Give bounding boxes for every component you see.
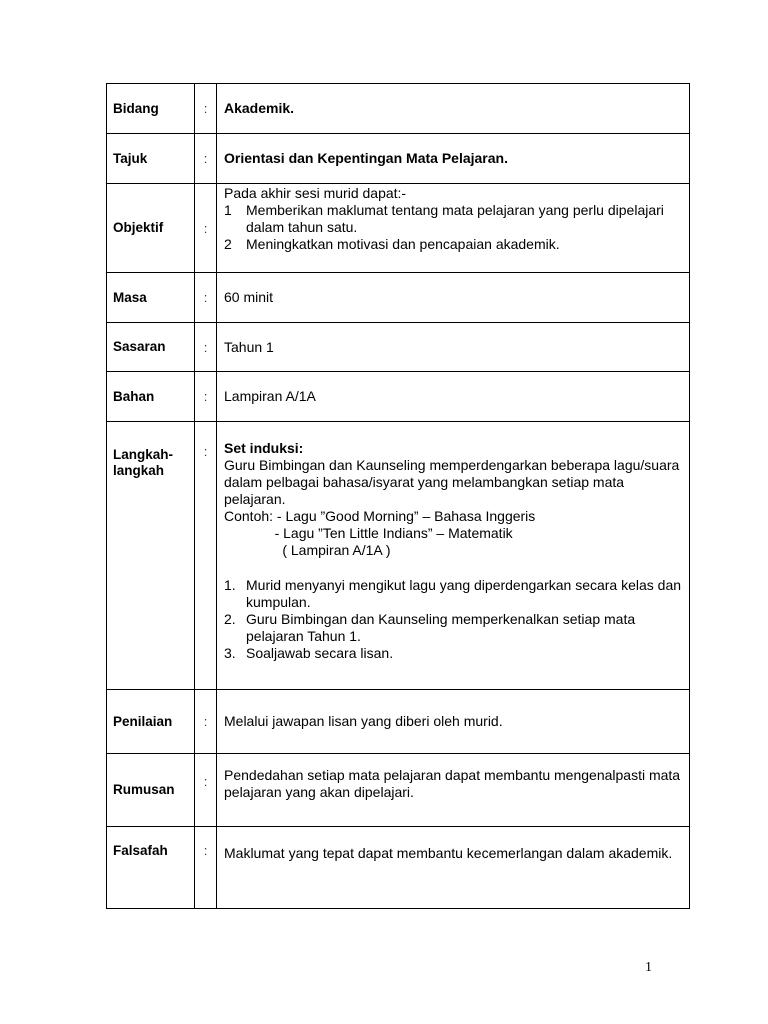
label-langkah	[107, 422, 195, 690]
list-text: Meningkatkan motivasi dan pencapaian akademik.	[246, 236, 560, 252]
list-text: Murid menyanyi mengikut lagu yang diperdengarkan secara kelas dan kumpulan.	[246, 577, 682, 610]
list-item	[224, 611, 683, 645]
objektif-intro: Pada akhir sesi murid dapat:-	[224, 185, 407, 201]
value-bahan: Lampiran A/1A	[217, 372, 690, 422]
label-rumusan: Rumusan	[107, 754, 195, 827]
colon: :	[195, 134, 217, 184]
colon: :	[195, 184, 217, 273]
row-penilaian	[107, 690, 690, 754]
list-text: Guru Bimbingan dan Kaunseling memperkenalkan setiap mata pelajaran Tahun 1.	[246, 611, 636, 644]
label-line: Langkah-	[113, 447, 174, 462]
row-sasaran	[107, 323, 690, 372]
label-falsafah: Falsafah	[107, 827, 195, 909]
colon: :	[195, 273, 217, 323]
row-masa	[107, 273, 690, 323]
label-penilaian: Penilaian	[107, 690, 195, 754]
value-langkah	[217, 422, 690, 690]
list-item	[224, 577, 683, 611]
list-item	[224, 236, 683, 253]
value-falsafah: Maklumat yang tepat dapat membantu kecemerlangan dalam akademik.	[217, 827, 690, 909]
label-bahan: Bahan	[107, 372, 195, 422]
colon: :	[195, 827, 217, 909]
value-bidang: Akademik.	[217, 84, 690, 134]
list-text: Soaljawab secara lisan.	[246, 645, 394, 661]
label-sasaran: Sasaran	[107, 323, 195, 372]
value-objektif	[217, 184, 690, 273]
contoh-line: Contoh: - Lagu ”Good Morning” – Bahasa Inggeris	[224, 508, 536, 524]
value-penilaian: Melalui jawapan lisan yang diberi oleh murid.	[217, 690, 690, 754]
row-objektif	[107, 184, 690, 273]
colon: :	[195, 323, 217, 372]
list-item	[224, 645, 683, 662]
row-rumusan	[107, 754, 690, 827]
list-number: 1.	[224, 577, 236, 593]
label-bidang: Bidang	[107, 84, 195, 134]
row-bidang	[107, 84, 690, 134]
label-line: langkah	[113, 463, 165, 478]
row-tajuk	[107, 134, 690, 184]
set-induksi-heading: Set induksi:	[224, 440, 304, 456]
list-item	[224, 202, 683, 236]
row-falsafah	[107, 827, 690, 909]
lesson-plan-table	[106, 83, 690, 909]
list-number: 2	[224, 236, 232, 252]
row-langkah	[107, 422, 690, 690]
value-masa: 60 minit	[217, 273, 690, 323]
list-number: 3.	[224, 645, 236, 661]
row-bahan	[107, 372, 690, 422]
colon: :	[195, 372, 217, 422]
set-induksi-paragraph: Guru Bimbingan dan Kaunseling memperdengarkan beberapa lagu/suara dalam pelbagai bahasa/isyarat yang melambangkan setiap mata pelajaran.	[224, 457, 680, 507]
label-masa: Masa	[107, 273, 195, 323]
colon: :	[195, 84, 217, 134]
value-sasaran: Tahun 1	[217, 323, 690, 372]
value-rumusan: Pendedahan setiap mata pelajaran dapat membantu mengenalpasti mata pelajaran yang akan dipelajari.	[217, 754, 690, 827]
contoh-line: - Lagu ”Ten Little Indians” – Matematik	[224, 525, 513, 541]
list-number: 2.	[224, 611, 236, 627]
colon: :	[195, 690, 217, 754]
page-number: 1	[645, 960, 652, 975]
list-number: 1	[224, 202, 232, 218]
label-tajuk: Tajuk	[107, 134, 195, 184]
label-objektif: Objektif	[107, 184, 195, 273]
contoh-line: ( Lampiran A/1A )	[224, 542, 391, 558]
colon: :	[195, 422, 217, 690]
colon: :	[195, 754, 217, 827]
list-text: Memberikan maklumat tentang mata pelajaran yang perlu dipelajari dalam tahun satu.	[246, 202, 664, 235]
value-tajuk: Orientasi dan Kepentingan Mata Pelajaran.	[217, 134, 690, 184]
